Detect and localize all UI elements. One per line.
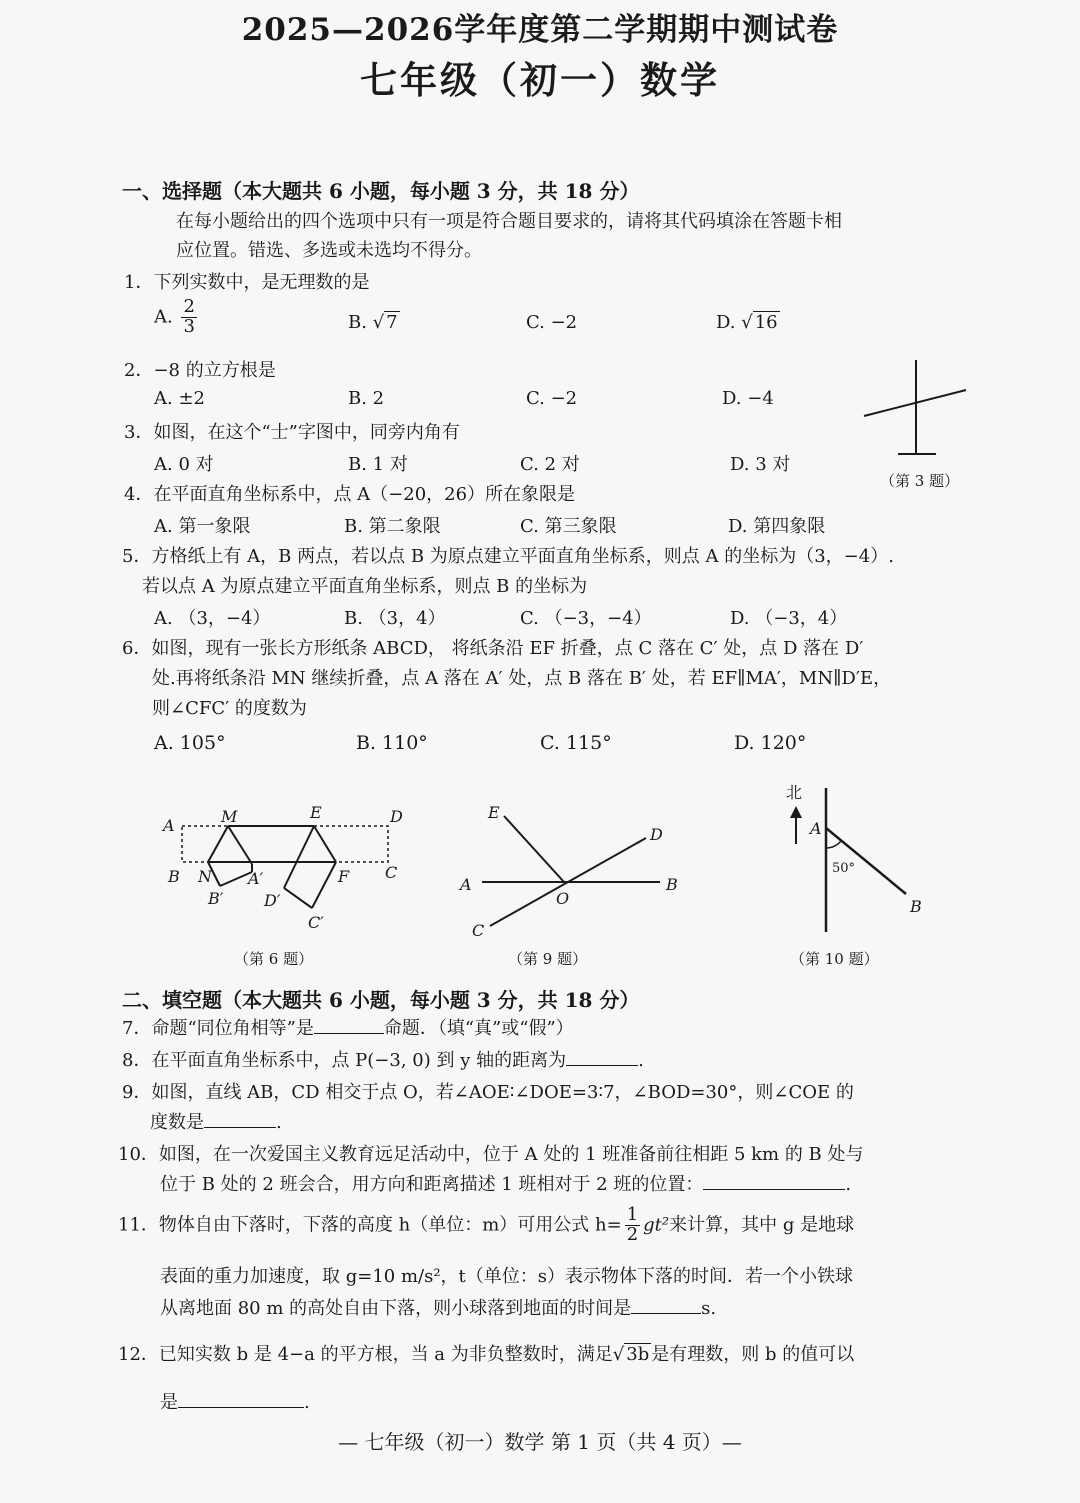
q5-line-1: 5．方格纸上有 A，B 两点，若以点 B 为原点建立平面直角坐标系，则点 A 的坐标为（3，−4）. bbox=[122, 546, 894, 567]
fig6-d-prime-c-prime bbox=[284, 888, 312, 908]
q1-fraction bbox=[181, 298, 196, 337]
fig6-fold-mn bbox=[208, 826, 228, 862]
fig6-ed-prime bbox=[284, 826, 314, 888]
q9-line-2 bbox=[150, 1108, 282, 1134]
fig6-label-a: A bbox=[163, 816, 175, 835]
q1-sqrt-d: √ 16 bbox=[741, 312, 778, 333]
q6-option-d: D. 120° bbox=[734, 732, 807, 754]
figure-q6 bbox=[160, 800, 410, 940]
exam-title: 2025—2026学年度第二学期期中测试卷 bbox=[241, 12, 839, 48]
q10-line-1: 10．如图，在一次爱国主义教育远足活动中，位于 A 处的 1 班准备前往相距 5 km 的 B 处与 bbox=[118, 1144, 864, 1165]
q3-option-d: D. 3 对 bbox=[730, 454, 791, 475]
fig9-label-e: E bbox=[488, 803, 500, 822]
q11-frac-num: 1 bbox=[626, 1204, 639, 1225]
figure-q9 bbox=[450, 796, 700, 946]
q12-text-pre: 12．已知实数 b 是 4−a 的平方根，当 a 为非负整数时，满足 bbox=[118, 1344, 613, 1365]
q9-answer-blank bbox=[204, 1126, 276, 1128]
q6-option-a: A. 105° bbox=[154, 732, 226, 754]
fig6-dotted-rectangle bbox=[182, 826, 388, 862]
q12-answer-blank bbox=[178, 1406, 304, 1408]
fig10-label-angle: 50° bbox=[832, 861, 856, 876]
section2-heading: 二、填空题（本大题共 6 小题，每小题 3 分，共 18 分） bbox=[122, 988, 640, 1012]
fig10-angle-arc bbox=[826, 841, 841, 848]
q11-frac-den: 2 bbox=[626, 1223, 639, 1245]
fig6-fold-ef bbox=[314, 826, 336, 862]
fig10-label-b: B bbox=[910, 897, 922, 916]
q1-frac-num: 2 bbox=[183, 296, 195, 317]
q9-text-pre: 度数是 bbox=[150, 1112, 204, 1133]
q3-option-a: A. 0 对 bbox=[154, 454, 214, 475]
q9-text-post: . bbox=[276, 1112, 282, 1133]
fig9-label-d: D bbox=[650, 825, 663, 844]
fig6-label-e: E bbox=[310, 803, 322, 822]
q11-line-2: 表面的重力加速度，取 g=10 m/s²，t（单位：s）表示物体下落的时间．若一个小铁球 bbox=[160, 1266, 854, 1287]
q5-option-b: B. （3，4） bbox=[344, 608, 446, 629]
q11-line3-pre: 从离地面 80 m 的高处自由下落，则小球落到地面的时间是 bbox=[160, 1298, 632, 1319]
q12-text-post: 是有理数，则 b 的值可以 bbox=[651, 1344, 855, 1365]
fig6-label-d: D bbox=[390, 807, 403, 826]
q11-text-post: 来计算，其中 g 是地球 bbox=[669, 1214, 855, 1236]
q2-stem: 2．−8 的立方根是 bbox=[124, 360, 276, 381]
fig9-label-a: A bbox=[460, 875, 472, 894]
q2-option-b: B. 2 bbox=[348, 388, 385, 409]
q1-sqrt-b: √ 7 bbox=[372, 312, 398, 333]
fig6-label-a-prime: A′ bbox=[248, 869, 264, 888]
q2-option-a: A. ±2 bbox=[154, 388, 205, 409]
q12-line-1 bbox=[118, 1340, 854, 1366]
q3-option-c: C. 2 对 bbox=[520, 454, 580, 475]
exam-subject: 七年级（初一）数学 bbox=[360, 58, 720, 102]
q2-option-c: C. −2 bbox=[526, 388, 578, 409]
q1-sqrt-d-radicand: 16 bbox=[754, 312, 778, 333]
fig10-label-a: A bbox=[810, 819, 822, 838]
section1-instructions-2: 应位置。错选、多选或未选均不得分。 bbox=[176, 240, 482, 261]
q11-answer-blank bbox=[631, 1312, 701, 1314]
q3-stem: 3．如图，在这个“士”字图中，同旁内角有 bbox=[124, 422, 460, 443]
q4-option-a: A. 第一象限 bbox=[154, 516, 251, 537]
q5-option-c: C. （−3，−4） bbox=[520, 608, 652, 629]
fig6-label-d-prime: D′ bbox=[264, 891, 281, 910]
fig10-caption: （第 10 题） bbox=[790, 950, 879, 968]
fig6-label-c-prime: C′ bbox=[308, 913, 324, 932]
fig10-label-north: 北 bbox=[786, 783, 803, 802]
fig6-caption: （第 6 题） bbox=[234, 950, 314, 968]
fig6-label-f: F bbox=[338, 867, 350, 886]
q1-option-a-label: A. bbox=[154, 306, 173, 328]
q1-option-b bbox=[348, 312, 400, 333]
q5-line-2: 若以点 A 为原点建立平面直角坐标系，则点 B 的坐标为 bbox=[142, 576, 588, 597]
q2-option-d: D. −4 bbox=[722, 388, 774, 409]
q10-line-2 bbox=[160, 1170, 851, 1196]
fig6-label-b-prime: B′ bbox=[208, 889, 224, 908]
q1-option-d bbox=[716, 312, 780, 333]
q8-answer-blank bbox=[566, 1064, 638, 1066]
q12-line2-pre: 是 bbox=[160, 1392, 178, 1413]
q8 bbox=[122, 1046, 644, 1072]
q6-option-b: B. 110° bbox=[356, 732, 428, 754]
q11-line-3 bbox=[160, 1294, 716, 1320]
figure-q10 bbox=[770, 780, 950, 940]
q3-option-b: B. 1 对 bbox=[348, 454, 408, 475]
q12-line2-post: . bbox=[304, 1392, 310, 1413]
q11-line-1 bbox=[118, 1206, 854, 1245]
q6-option-c: C. 115° bbox=[540, 732, 612, 754]
fig6-label-m: M bbox=[221, 807, 238, 826]
q9-line-1: 9．如图，直线 AB，CD 相交于点 O，若∠AOE∶∠DOE=3∶7，∠BOD=30°，则∠COE 的 bbox=[122, 1082, 854, 1103]
q4-option-b: B. 第二象限 bbox=[344, 516, 441, 537]
q6-line-1: 6．如图，现有一张长方形纸条 ABCD， 将纸条沿 EF 折叠，点 C 落在 C′ 处，点 D 落在 D′ bbox=[122, 638, 864, 659]
q12-sqrt-radicand: 3b bbox=[626, 1344, 650, 1365]
q11-formula-tail: gt² bbox=[643, 1214, 670, 1236]
fig9-label-o: O bbox=[556, 889, 570, 908]
q5-option-a: A. （3，−4） bbox=[154, 608, 271, 629]
q1-option-c: C. −2 bbox=[526, 312, 578, 333]
q7-text-post: 命题．（填“真”或“假”） bbox=[383, 1018, 574, 1039]
fig6-label-n: N bbox=[198, 867, 212, 886]
fig9-caption: （第 9 题） bbox=[508, 950, 588, 968]
q10-answer-blank bbox=[703, 1188, 845, 1190]
q11-text-pre: 11．物体自由下落时，下落的高度 h（单位：m）可用公式 h= bbox=[118, 1214, 622, 1236]
q10-text-post: . bbox=[845, 1174, 852, 1195]
figure-q3 bbox=[860, 358, 970, 458]
fig9-label-b: B bbox=[666, 875, 678, 894]
q1-frac-den: 3 bbox=[183, 315, 195, 337]
fig10-north-arrow-head bbox=[790, 806, 802, 818]
q4-option-d: D. 第四象限 bbox=[728, 516, 826, 537]
q12-line-2 bbox=[160, 1388, 310, 1414]
q11-line3-post: s. bbox=[701, 1298, 717, 1319]
q6-line-3: 则∠CFC′ 的度数为 bbox=[152, 698, 307, 719]
section1-instructions-1: 在每小题给出的四个选项中只有一项是符合题目要求的，请将其代码填涂在答题卡相 bbox=[176, 211, 842, 232]
q4-stem: 4．在平面直角坐标系中，点 A（−20，26）所在象限是 bbox=[124, 484, 576, 505]
q5-option-d: D. （−3，4） bbox=[730, 608, 848, 629]
fig6-ma-prime bbox=[228, 826, 252, 864]
q7 bbox=[122, 1014, 574, 1040]
q11-fraction bbox=[625, 1206, 640, 1245]
fig6-label-c: C bbox=[385, 863, 398, 882]
q8-text-pre: 8．在平面直角坐标系中，点 P(−3, 0) 到 y 轴的距离为 bbox=[122, 1050, 567, 1071]
q1-option-a bbox=[154, 298, 200, 337]
q3-figure-caption: （第 3 题） bbox=[880, 472, 960, 490]
q6-line-2: 处.再将纸条沿 MN 继续折叠，点 A 落在 A′ 处，点 B 落在 B′ 处，若 EF∥MA′，MN∥D′E， bbox=[152, 668, 892, 689]
page-footer: — 七年级（初一）数学 第 1 页（共 4 页）— bbox=[338, 1430, 742, 1454]
fig6-c-prime-f bbox=[312, 862, 336, 908]
fig9-label-c: C bbox=[472, 921, 485, 940]
q1-option-d-label: D. bbox=[716, 312, 736, 333]
fig6-label-b: B bbox=[168, 867, 180, 886]
q7-text-pre: 7．命题“同位角相等”是 bbox=[122, 1018, 314, 1039]
q4-option-c: C. 第三象限 bbox=[520, 516, 617, 537]
q8-text-post: . bbox=[638, 1050, 644, 1071]
q1-stem: 1．下列实数中，是无理数的是 bbox=[124, 272, 370, 293]
q12-sqrt: √ 3b bbox=[612, 1344, 650, 1365]
q1-sqrt-b-radicand: 7 bbox=[386, 312, 398, 333]
section1-heading: 一、选择题（本大题共 6 小题，每小题 3 分，共 18 分） bbox=[122, 179, 640, 203]
q10-text-pre: 位于 B 处的 2 班会合，用方向和距离描述 1 班相对于 2 班的位置： bbox=[160, 1174, 704, 1195]
fig9-ray-oe bbox=[504, 816, 564, 882]
q7-answer-blank bbox=[314, 1032, 384, 1034]
q1-option-b-label: B. bbox=[348, 312, 367, 333]
